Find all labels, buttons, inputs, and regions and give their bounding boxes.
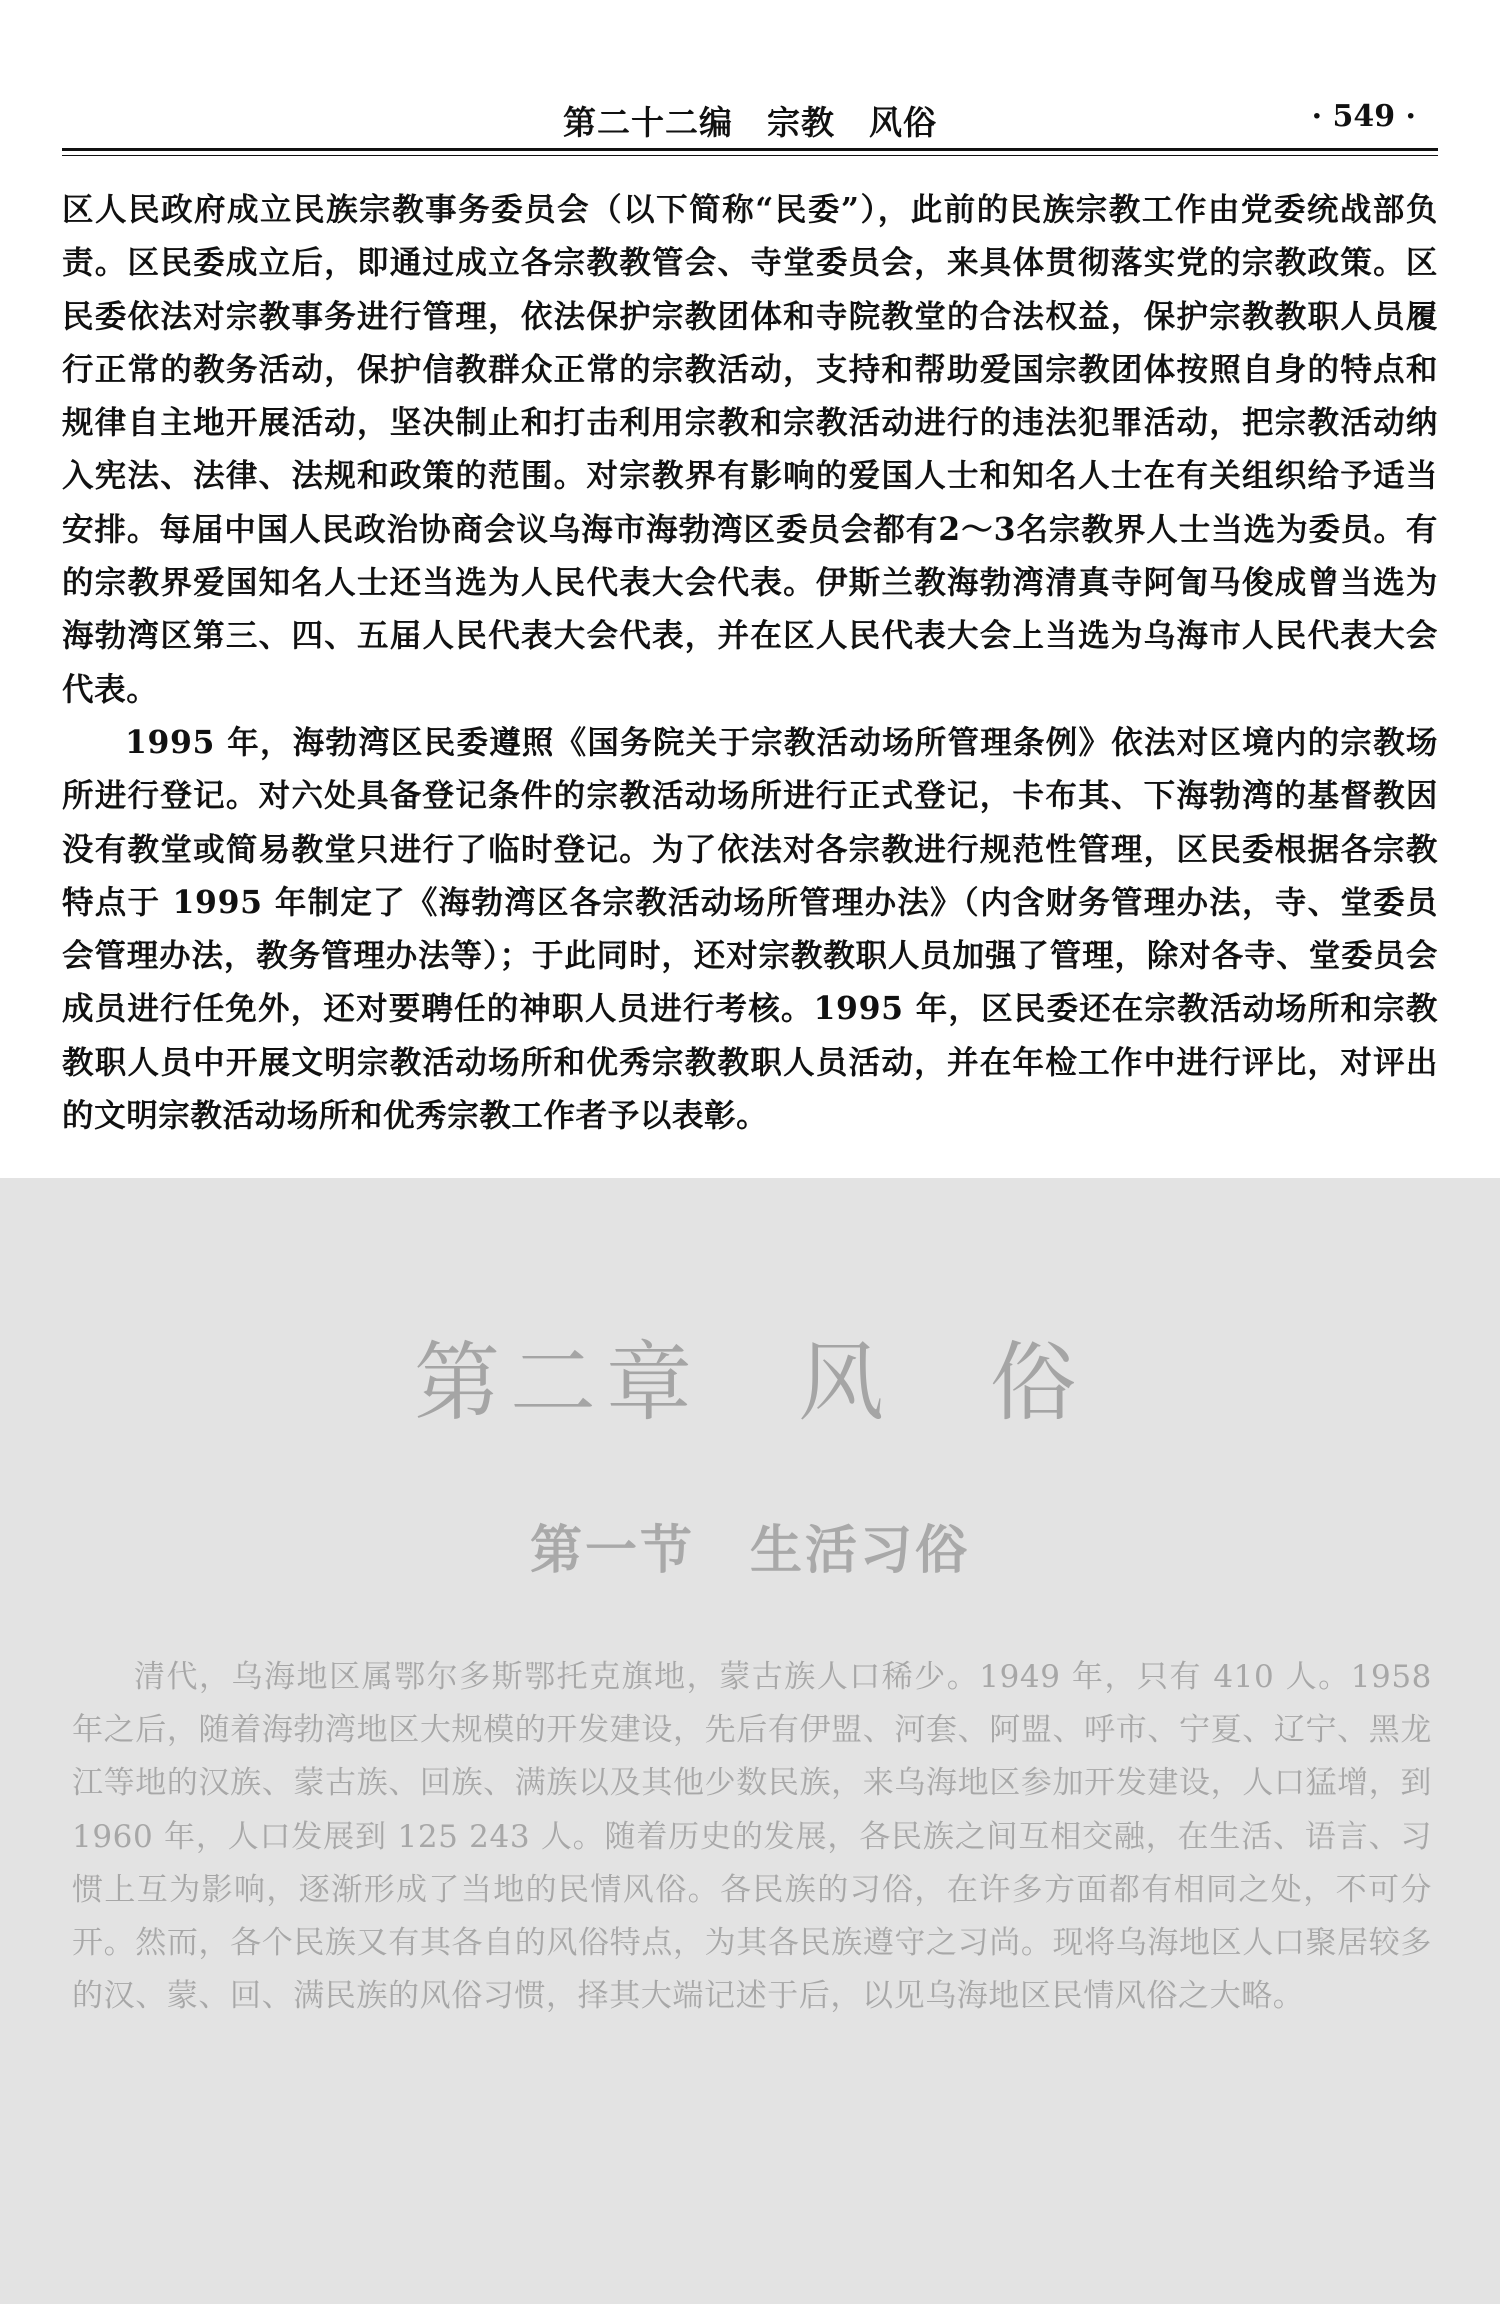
paragraph-continued: 区人民政府成立民族宗教事务委员会（以下简称“民委”），此前的民族宗教工作由党委统战部负责。区民委成立后，即通过成立各宗教教管会、寺堂委员会，来具体贯彻落实党的宗教政策。区民委依法对宗教事务进行管理，依法保护宗教团体和寺院教堂的合法权益，保护宗教教职人员履行正常的教务活动，保护信教群众正常的宗教活动，支持和帮助爱国宗教团体按照自身的特点和规律自主地开展活动，坚决制止和打击利用宗教和宗教活动进行的违法犯罪活动，把宗教活动纳入宪法、法律、法规和政策的范围。对宗教界有影响的爱国人士和知名人士在有关组织给予适当安排。每届中国人民政治协商会议乌海市海勃湾区委员会都有2～3名宗教界人士当选为委员。有的宗教界爱国知名人士还当选为人民代表大会代表。伊斯兰教海勃湾清真寺阿訇马俊成曾当选为海勃湾区第三、四、五届人民代表大会代表，并在区人民代表大会上当选为乌海市人民代表大会代表。 (62, 191, 1438, 708)
paragraph: 1995 年，海勃湾区民委遵照《国务院关于宗教活动场所管理条例》依法对区境内的宗教场所进行登记。对六处具备登记条件的宗教活动场所进行正式登记，卡布其、下海勃湾的基督教因没有教堂或简易教堂只进行了临时登记。为了依法对各宗教进行规范性管理，区民委根据各宗教特点于 1995 年制定了《海勃湾区各宗教活动场所管理办法》（内含财务管理办法，寺、堂委员会管理办法，教务管理办法等）；于此同时，还对宗教教职人员加强了管理，除对各寺、堂委员会成员进行任免外，还对要聘任的神职人员进行考核。1995 年，区民委还在宗教活动场所和宗教教职人员中开展文明宗教活动场所和优秀宗教教职人员活动，并在年检工作中进行评比，对评出的文明宗教活动场所和优秀宗教工作者予以表彰。 (62, 723, 1438, 1135)
page-header (62, 95, 1438, 142)
header-rule (62, 148, 1438, 151)
paragraph: 清代，乌海地区属鄂尔多斯鄂托克旗地，蒙古族人口稀少。1949 年，只有 410 人。1958 年之后，随着海勃湾地区大规模的开发建设，先后有伊盟、河套、阿盟、呼市、宁夏、辽宁、黑龙江等地的汉族、蒙古族、回族、满族以及其他少数民族，来乌海地区参加开发建设，人口猛增，到 1960 年，人口发展到 125 243 人。随着历史的发展，各民族之间互相交融，在生活、语言、习惯上互为影响，逐渐形成了当地的民情风俗。各民族的习俗，在许多方面都有相同之处，不可分开。然而，各个民族又有其各自的风俗特点，为其各民族遵守之习尚。现将乌海地区人口聚居较多的汉、蒙、回、满民族的风俗习惯，择其大端记述于后，以见乌海地区民情风俗之大略。 (72, 1659, 1432, 2015)
page-number: · 549 · (1311, 99, 1416, 134)
header-rule-thin (62, 155, 1438, 156)
chapter-section (0, 1178, 1500, 2304)
running-title: 第二十二编 宗教 风俗 (563, 103, 937, 142)
body-text (62, 183, 1438, 1142)
section-title: 第一节 生活习俗 (529, 1521, 970, 1581)
chapter-title: 第二章 风 俗 (414, 1333, 1086, 1433)
chapter-body-text (72, 1651, 1432, 2023)
